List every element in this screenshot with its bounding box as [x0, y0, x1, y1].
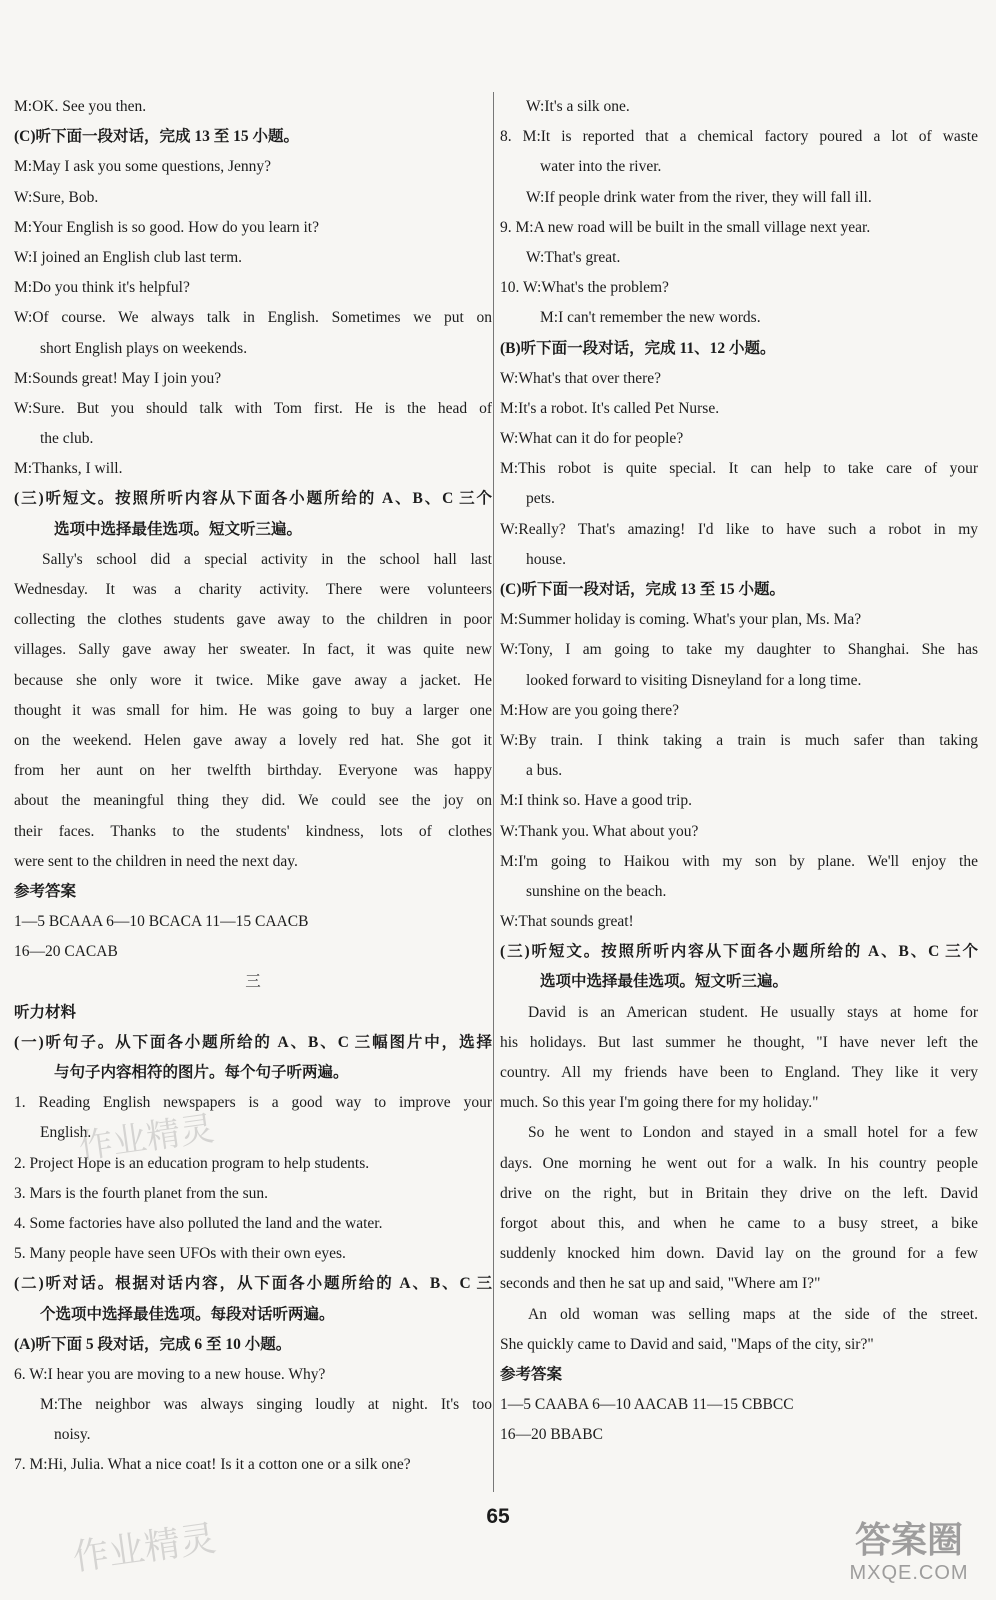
text-line: 个选项中选择最佳选项。每段对话听两遍。 — [40, 1305, 335, 1323]
text-line: M:OK. See you then. — [14, 98, 147, 115]
text-line: W:Of course. We always talk in English. Sometimes we put on — [14, 309, 492, 327]
text-line: (C)听下面一段对话，完成 13 至 15 小题。 — [14, 128, 300, 146]
text-line: (C)听下面一段对话，完成 13 至 15 小题。 — [500, 581, 786, 598]
text-line: short English plays on weekends. — [40, 339, 248, 357]
watermark-logo — [834, 1520, 984, 1585]
text-line: M:I can't remember the new words. — [540, 309, 761, 327]
text-line: M:This robot is quite special. It can help to take care of your — [500, 460, 978, 478]
text-line: 16—20 CACAB — [14, 943, 118, 961]
left-column — [14, 92, 492, 1481]
text-line: M:Do you think it's helpful? — [14, 279, 190, 297]
text-line: their faces. Thanks to the students' kindness, lots of clothes — [14, 822, 492, 840]
text-line: about the meaningful thing they did. We could see the joy on — [14, 792, 492, 810]
text-line: 4. Some factories have also polluted the land and the water. — [14, 1214, 383, 1232]
text-line: drive on the right, but in Britain they drive on the left. David — [500, 1184, 978, 1202]
text-line: So he went to London and stayed in a small hotel for a few — [528, 1124, 978, 1142]
text-line: M:I'm going to Haikou with my son by plane. We'll enjoy the — [500, 852, 978, 870]
text-line: W:Tony, I am going to take my daughter to Shanghai. She has — [500, 641, 978, 659]
text-line: 5. Many people have seen UFOs with their own eyes. — [14, 1245, 346, 1263]
text-line: M:Summer holiday is coming. What's your plan, Ms. Ma? — [500, 611, 862, 629]
text-line: 听力材料 — [14, 1003, 77, 1021]
text-line: (A)听下面 5 段对话，完成 6 至 10 小题。 — [14, 1335, 292, 1353]
text-line: country. All my friends have been to England. They like it very — [500, 1064, 978, 1081]
text-line: 选项中选择最佳选项。短文听三遍。 — [540, 973, 789, 991]
text-line: (三)听短文。按照所听内容从下面各小题所给的 A、B、C 三个 — [500, 943, 978, 961]
text-line: water into the river. — [540, 158, 662, 176]
text-line: from her aunt on her twelfth birthday. Everyone was happy — [14, 762, 492, 780]
text-line: 参考答案 — [14, 882, 77, 900]
text-line: 1—5 BCAAA 6—10 BCACA 11—15 CAACB — [14, 913, 309, 931]
text-line: W:If people drink water from the river, they will fall ill. — [526, 188, 872, 206]
text-line: on the weekend. Helen gave away a lovely red hat. She got it — [14, 731, 492, 749]
text-line: forgot about this, and when he came to a busy street, a bike — [500, 1214, 978, 1232]
text-line: his holidays. But last summer he thought, "I have never left the — [500, 1033, 978, 1051]
text-line: looked forward to visiting Disneyland for a long time. — [526, 671, 862, 689]
column-divider — [493, 92, 494, 1492]
text-line: (三)听短文。按照所听内容从下面各小题所给的 A、B、C 三个 — [14, 490, 492, 508]
right-column — [500, 92, 978, 1450]
text-line: villages. Sally gave away her sweater. In fact, it was quite new — [14, 641, 492, 659]
watermark-center: 作业精灵 — [76, 1108, 217, 1168]
text-line: (B)听下面一段对话，完成 11、12 小题。 — [500, 339, 776, 357]
text-line: Wednesday. It was a charity activity. There were volunteers — [14, 581, 492, 598]
text-line: a bus. — [526, 762, 563, 780]
text-line: seconds and then he sat up and said, "Where am I?" — [500, 1275, 821, 1293]
text-line: house. — [526, 550, 567, 568]
text-line: W:What's that over there? — [500, 369, 662, 387]
text-line: W:Sure, Bob. — [14, 188, 99, 206]
text-line: W:Thank you. What about you? — [500, 822, 699, 840]
text-line: W:By train. I think taking a train is much safer than taking — [500, 731, 978, 749]
text-line: W:It's a silk one. — [526, 98, 630, 115]
text-line: W:Really? That's amazing! I'd like to have such a robot in my — [500, 520, 978, 538]
text-line: 7. M:Hi, Julia. What a nice coat! Is it a cotton one or a silk one? — [14, 1456, 411, 1474]
text-line: M:I think so. Have a good trip. — [500, 792, 693, 810]
watermark-logo-url: MXQE.COM — [849, 1562, 969, 1584]
text-line: M:May I ask you some questions, Jenny? — [14, 158, 272, 176]
text-line: (二)听对话。根据对话内容，从下面各小题所给的 A、B、C 三 — [14, 1275, 492, 1293]
text-line: She quickly came to David and said, "Maps of the city, sir?" — [500, 1335, 874, 1353]
text-line: M:How are you going there? — [500, 701, 680, 719]
text-line: 16—20 BBABC — [500, 1426, 603, 1444]
text-line: the club. — [40, 430, 94, 448]
text-line: pets. — [526, 490, 555, 508]
text-line: 与句子内容相符的图片。每个句子听两遍。 — [54, 1064, 349, 1081]
watermark-logo-text: 答案圈 — [854, 1520, 963, 1561]
text-line: 3. Mars is the fourth planet from the sun. — [14, 1184, 268, 1202]
text-line: thought it was small for him. He was going to buy a larger one — [14, 701, 492, 719]
text-line: collecting the clothes students gave away to the children in poor — [14, 611, 492, 629]
text-line: An old woman was selling maps at the side of the street. — [528, 1305, 978, 1323]
watermark-bottom: 作业精灵 — [70, 1518, 219, 1579]
text-line: because she only wore it twice. Mike gave away a jacket. He — [14, 671, 492, 689]
text-line: (一)听句子。从下面各小题所给的 A、B、C 三幅图片中，选择 — [14, 1033, 492, 1051]
text-line: W:That sounds great! — [500, 913, 634, 931]
text-line: W:That's great. — [526, 248, 621, 266]
page-number: 65 — [486, 1505, 510, 1528]
text-line: M:Your English is so good. How do you learn it? — [14, 218, 319, 236]
text-line: 三 — [245, 973, 261, 991]
text-line: 1—5 CAABA 6—10 AACAB 11—15 CBBCC — [500, 1396, 794, 1414]
text-line: 2. Project Hope is an education program to help students. — [14, 1154, 370, 1172]
text-line: W:Sure. But you should talk with Tom first. He is the head of — [14, 399, 492, 417]
text-line: David is an American student. He usually stays at home for — [528, 1003, 978, 1021]
text-line: 9. M:A new road will be built in the small village next year. — [500, 218, 871, 236]
text-line: M:It's a robot. It's called Pet Nurse. — [500, 399, 720, 417]
text-line: W:I joined an English club last term. — [14, 248, 242, 266]
text-line: M:The neighbor was always singing loudly at night. It's too — [40, 1396, 492, 1414]
text-line: days. One morning he went out for a walk. In his country people — [500, 1154, 978, 1172]
text-line: English. — [40, 1124, 92, 1142]
text-line: M:Sounds great! May I join you? — [14, 369, 222, 387]
text-line: 8. M:It is reported that a chemical factory poured a lot of waste — [500, 128, 978, 146]
text-line: 6. W:I hear you are moving to a new house. Why? — [14, 1365, 326, 1383]
text-line: M:Thanks, I will. — [14, 460, 123, 478]
text-line: Sally's school did a special activity in the school hall last — [42, 550, 492, 568]
text-line: W:What can it do for people? — [500, 430, 684, 448]
text-line: much. So this year I'm going there for my holiday." — [500, 1094, 819, 1112]
text-line: noisy. — [54, 1426, 91, 1444]
text-line: sunshine on the beach. — [526, 882, 667, 900]
text-line: 参考答案 — [500, 1365, 563, 1383]
text-line: 1. Reading English newspapers is a good way to improve your — [14, 1094, 492, 1112]
text-line: were sent to the children in need the next day. — [14, 852, 298, 870]
text-line: 10. W:What's the problem? — [500, 279, 669, 297]
text-line: 选项中选择最佳选项。短文听三遍。 — [54, 520, 303, 538]
text-line: suddenly knocked him down. David lay on the ground for a few — [500, 1245, 978, 1263]
